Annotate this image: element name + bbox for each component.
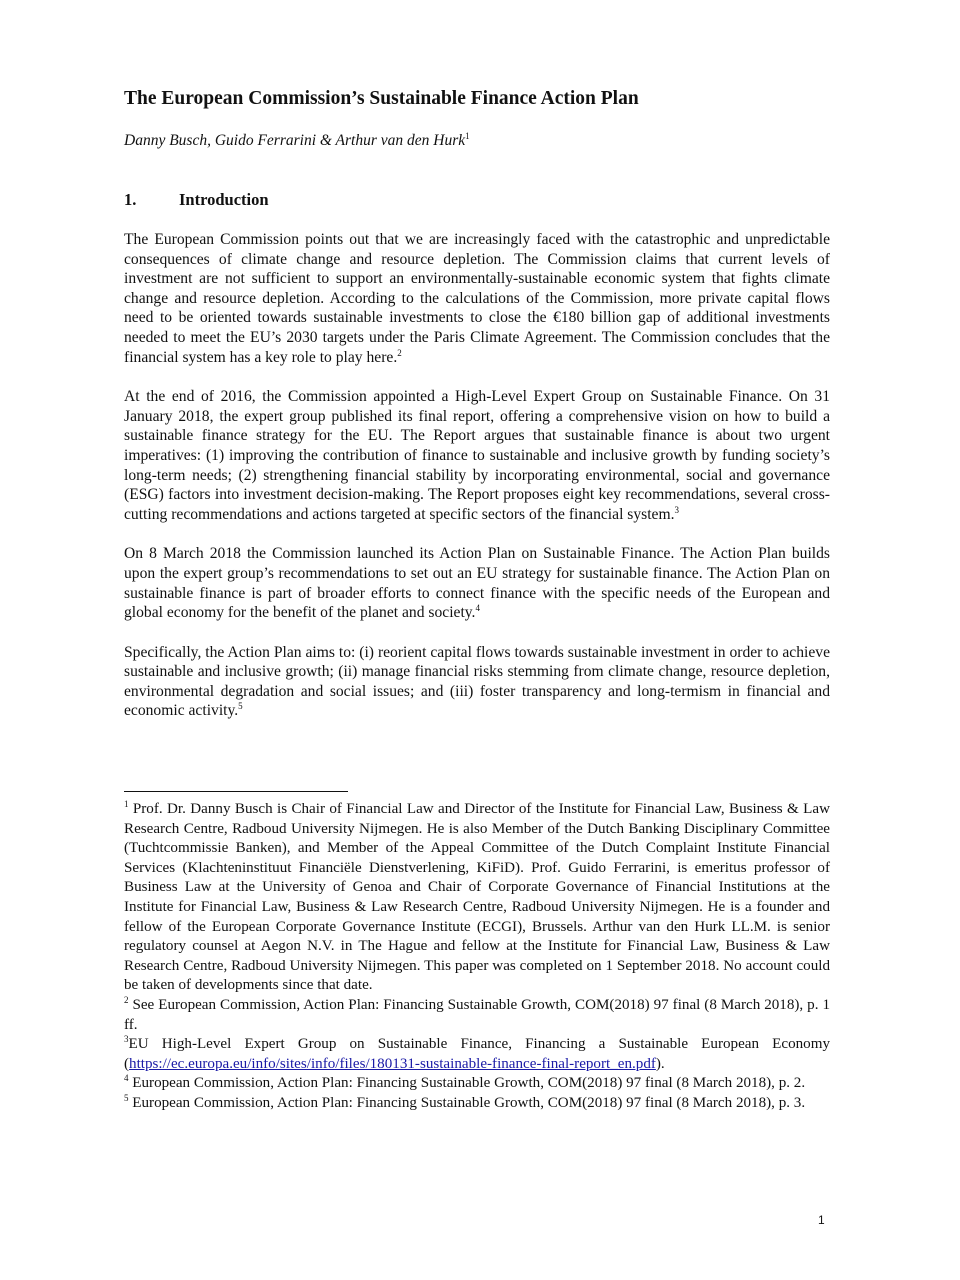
footnote-text: Prof. Dr. Danny Busch is Chair of Financial Law and Director of the Institute for Financial Law, Business & Law Research Centre, Radboud University Nijmegen. He is also Member of the Dutch Banking Disciplinary Committee (Tuchtcommissie Banken), and Member of the Appeal Committee of the Dutch Complaint Institute Financial Services (Klachteninstituut Financiële Dienstverlening, KiFiD). Prof. Guido Ferrarini, is emeritus professor of Business Law at the University of Genoa and Chair of Corporate Governance of Financial Institutions at the Institute for Financial Law, Business & Law Research Centre, Radboud University Nijmegen. He is a founder and fellow of the European Corporate Governance Institute (ECGI), Brussels. Arthur van den Hurk LL.M. is senior regulatory counsel at Aegon N.V. in The Hague and fellow at the Institute for Financial Law, Business & Law Research Centre, Radboud University Nijmegen. This paper was completed on 1 September 2018. No account could be taken of developments since that date.	[124, 801, 830, 994]
paragraph-text: On 8 March 2018 the Commission launched its Action Plan on Sustainable Finance. The Action Plan builds upon the expert group’s recommendations to set out an EU strategy for sustainable finance. The Action Plan on sustainable finance is part of broader efforts to connect finance with the specific needs of the European and global economy for the benefit of the planet and society.	[124, 545, 830, 622]
footnote-mark: 1	[124, 798, 129, 809]
author-names: Danny Busch, Guido Ferrarini & Arthur van den Hurk	[124, 132, 466, 149]
paragraph	[124, 387, 830, 524]
section-number: 1.	[124, 190, 137, 209]
footnote	[124, 1094, 830, 1114]
footnote-text: European Commission, Action Plan: Financing Sustainable Growth, COM(2018) 97 final (8 March 2018), p. 3.	[128, 1094, 806, 1111]
footnote-reference[interactable]: 5	[238, 701, 243, 712]
footnote-reference[interactable]: 4	[475, 602, 480, 613]
footnote-mark: 2	[124, 994, 129, 1005]
footnote	[124, 1074, 830, 1094]
paragraph	[124, 643, 830, 721]
footnote	[124, 996, 830, 1035]
author-line	[124, 132, 470, 150]
paragraph	[124, 544, 830, 622]
paragraph	[124, 230, 830, 367]
paragraph-text: The European Commission points out that we are increasingly faced with the catastrophic and unpredictable consequences of climate change and resource depletion. The Commission claims that current levels of investment are not sufficient to support an environmentally-sustainable economic system that fights climate change and resource depletion. According to the calculations of the Commission, more private capital flows need to be oriented towards sustainable investments to close the €180 billion gap of additional investments needed to meet the EU’s 2030 targets under the Paris Climate Agreement. The Commission concludes that the financial system has a key role to play here.	[124, 231, 830, 366]
body-text	[124, 230, 830, 741]
footnote-reference[interactable]: 2	[397, 347, 402, 358]
footnote-text: European Commission, Action Plan: Financing Sustainable Growth, COM(2018) 97 final (8 March 2018), p. 2.	[128, 1075, 806, 1092]
footnote-mark: 5	[124, 1092, 129, 1103]
footnote-mark: 4	[124, 1073, 129, 1084]
author-footnote-mark[interactable]: 1	[465, 130, 470, 141]
footnote-mark: 3	[124, 1034, 129, 1045]
footnote	[124, 1035, 830, 1074]
footnotes	[124, 800, 830, 1114]
paper-title: The European Commission’s Sustainable Finance Action Plan	[124, 88, 639, 109]
section-heading	[124, 190, 269, 210]
report-link[interactable]: https://ec.europa.eu/info/sites/info/files/180131-sustainable-finance-final-report_en.pdf	[129, 1055, 656, 1072]
footnote-separator	[124, 791, 348, 792]
footnote-reference[interactable]: 3	[674, 504, 680, 515]
footnote-text: EU High-Level Expert Group on Sustainable Finance, Financing a Sustainable European Economy (	[124, 1036, 830, 1072]
footnote-text-end: ).	[655, 1055, 665, 1072]
footnote	[124, 800, 830, 996]
paragraph-text: Specifically, the Action Plan aims to: (i) reorient capital flows towards sustainable investment in order to achieve sustainable and inclusive growth; (ii) manage financial risks stemming from climate change, resource depletion, environmental degradation and social issues; and (iii) foster transparency and long-termism in financial and economic activity.	[124, 643, 830, 720]
page-number: 1	[818, 1213, 825, 1227]
paragraph-text: At the end of 2016, the Commission appointed a High-Level Expert Group on Sustainable Finance. On 31 January 2018, the expert group published its final report, offering a comprehensive vision on how to build a sustainable finance strategy for the EU. The Report argues that sustainable finance is about two urgent imperatives: (1) improving the contribution of finance to sustainable and inclusive growth by funding society’s long-term needs; (2) strengthening financial stability by incorporating environmental, social and governance (ESG) factors into investment decision-making. The Report proposes eight key recommendations, several cross-cutting recommendations and actions targeted at specific sectors of the financial system.	[124, 388, 830, 523]
footnote-text: See European Commission, Action Plan: Financing Sustainable Growth, COM(2018) 97 final (8 March 2018), p. 1 ff.	[124, 996, 830, 1033]
section-title: Introduction	[179, 190, 269, 209]
